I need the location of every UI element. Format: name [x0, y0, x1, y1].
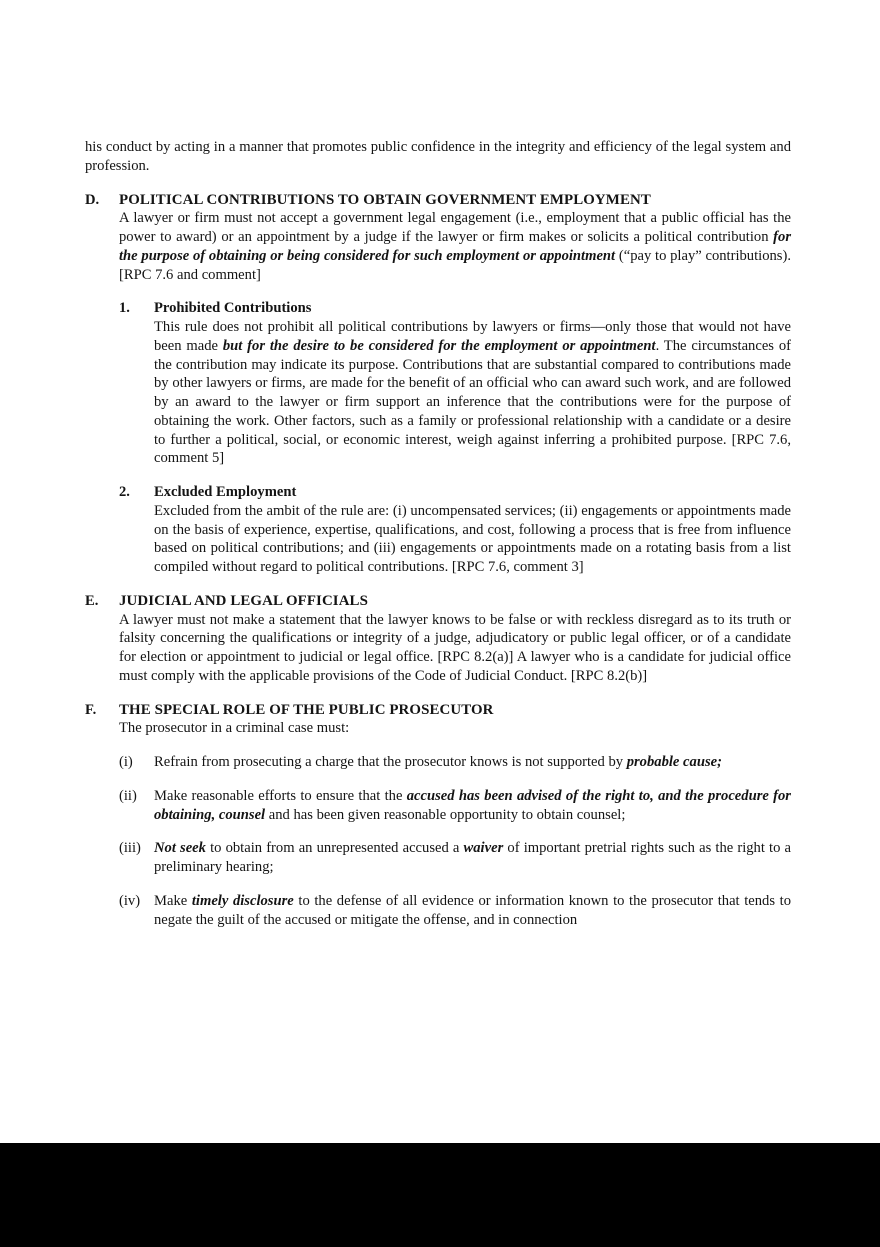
section-e-marker: E.: [85, 592, 99, 609]
subsection-d-2-marker: 2.: [119, 484, 130, 500]
section-d-marker: D.: [85, 191, 100, 208]
roman-item-iv-marker: (iv): [119, 892, 141, 909]
section-e-body: A lawyer must not make a statement that the lawyer knows to be false or with reckless disregard as to its truth or falsity concerning the qualifications or integrity of a judge, adjudicatory or public legal officer, or of a candidate for election or appointment to judicial or legal office. [RPC 8.2(a)] A lawyer who is a candidate for judicial office must comply with the applicable provisions of the Code of Judicial Conduct. [RPC 8.2(b)]: [119, 611, 791, 684]
roman-item-iii: [119, 839, 791, 877]
document-body: [85, 138, 791, 929]
page-bottom-band: [0, 1143, 880, 1247]
section-d: [85, 191, 791, 285]
roman-item-iii-marker: (iii): [119, 840, 141, 857]
section-e: [85, 592, 791, 686]
section-d-body: [119, 209, 791, 284]
section-f-marker: F.: [85, 701, 97, 718]
section-f: [85, 701, 791, 739]
subsection-d-2-heading: Excluded Employment: [154, 484, 297, 500]
subsection-d-1-marker: 1.: [119, 300, 130, 317]
roman-item-iv-part1: Make: [154, 892, 192, 909]
roman-item-iv-part2: to the defense of all evidence or information known to the prosecutor that tends to negate the guilt of the accused or mitigate the offense, and in connection: [154, 892, 791, 928]
subsection-d-1-heading: Prohibited Contributions: [154, 300, 312, 317]
subsection-d-2: [119, 483, 791, 577]
roman-item-ii-text: [154, 787, 791, 825]
subsection-d-1: [119, 299, 791, 468]
section-f-heading: THE SPECIAL ROLE OF THE PUBLIC PROSECUTOR: [119, 701, 494, 718]
roman-item-i-text: [154, 753, 791, 772]
section-e-heading: JUDICIAL AND LEGAL OFFICIALS: [119, 592, 368, 609]
subsection-d-2-body: Excluded from the ambit of the rule are: (i) uncompensated services; (ii) engagements or appointments made on the basis of experience, expertise, qualifications, and cost, following a process that is free from influence based on political contributions; and (iii) engagements or appointments made on a rotating basis from a list compiled without regard to political contributions. [RPC 7.6, comment 3]: [154, 502, 791, 575]
roman-item-i-part1: Refrain from prosecuting a charge that the prosecutor knows is not supported by: [154, 754, 627, 770]
section-d-body-emphasis: for the purpose of obtaining or being considered for such employment or appointment: [119, 229, 791, 264]
roman-item-iii-part2: to obtain from an unrepresented accused a: [205, 840, 464, 857]
roman-item-i-emphasis: probable cause;: [626, 754, 722, 770]
roman-item-ii-emphasis: accused has been advised of the right to, and the procedure for obtaining, counsel: [154, 787, 791, 823]
roman-item-ii-marker: (ii): [119, 787, 137, 804]
roman-item-i-marker: (i): [119, 754, 133, 770]
roman-item-ii: [119, 787, 791, 825]
roman-item-iv-text: [154, 892, 791, 930]
roman-item-ii-part2: and has been given reasonable opportunity to obtain counsel;: [265, 806, 626, 823]
roman-item-ii-part1: Make reasonable efforts to ensure that the: [154, 787, 407, 804]
roman-item-iii-emphasis2: waiver: [463, 840, 504, 857]
section-f-lead: The prosecutor in a criminal case must:: [119, 720, 350, 737]
subsection-d-1-part1: This rule does not prohibit all political contributions by lawyers or firms—only those that would not have been made: [154, 319, 791, 354]
roman-item-iv-emphasis: timely disclosure: [191, 892, 294, 909]
section-d-body-part2: (“pay to play” contributions). [RPC 7.6 and comment]: [119, 247, 791, 283]
roman-item-iii-part3: of important pretrial rights such as the right to a preliminary hearing;: [154, 840, 792, 875]
section-d-heading: POLITICAL CONTRIBUTIONS TO OBTAIN GOVERNMENT EMPLOYMENT: [119, 191, 651, 208]
roman-item-iii-text: [154, 839, 791, 877]
subsection-d-1-body: [154, 318, 791, 468]
subsection-d-1-part2: . The circumstances of the contribution may indicate its purpose. Contributions that are substantial compared to contributions made by other lawyers or firms, are made for the benefit of an official who can award such work, and are followed by an award to the lawyer or firm support an inference that the contributions were for the purpose of obtaining the work. Other factors, such as a family or professional relationship with a candidate or a desire to further a political, social, or economic interest, weigh against inferring a prohibited purpose. [RPC 7.6, comment 5]: [154, 337, 791, 467]
roman-item-iii-emphasis: Not seek: [154, 840, 206, 857]
continued-paragraph: his conduct by acting in a manner that promotes public confidence in the integrity and efficiency of the legal system and profession.: [85, 139, 791, 174]
roman-item-i: [119, 753, 791, 772]
section-d-body-part1: A lawyer or firm must not accept a government legal engagement (i.e., employment that a public official has the power to award) or an appointment by a judge if the lawyer or firm makes or solicits a political contribution: [119, 210, 791, 245]
roman-item-iv: [119, 892, 791, 930]
subsection-d-1-emphasis: but for the desire to be considered for the employment or appointment: [222, 337, 656, 354]
